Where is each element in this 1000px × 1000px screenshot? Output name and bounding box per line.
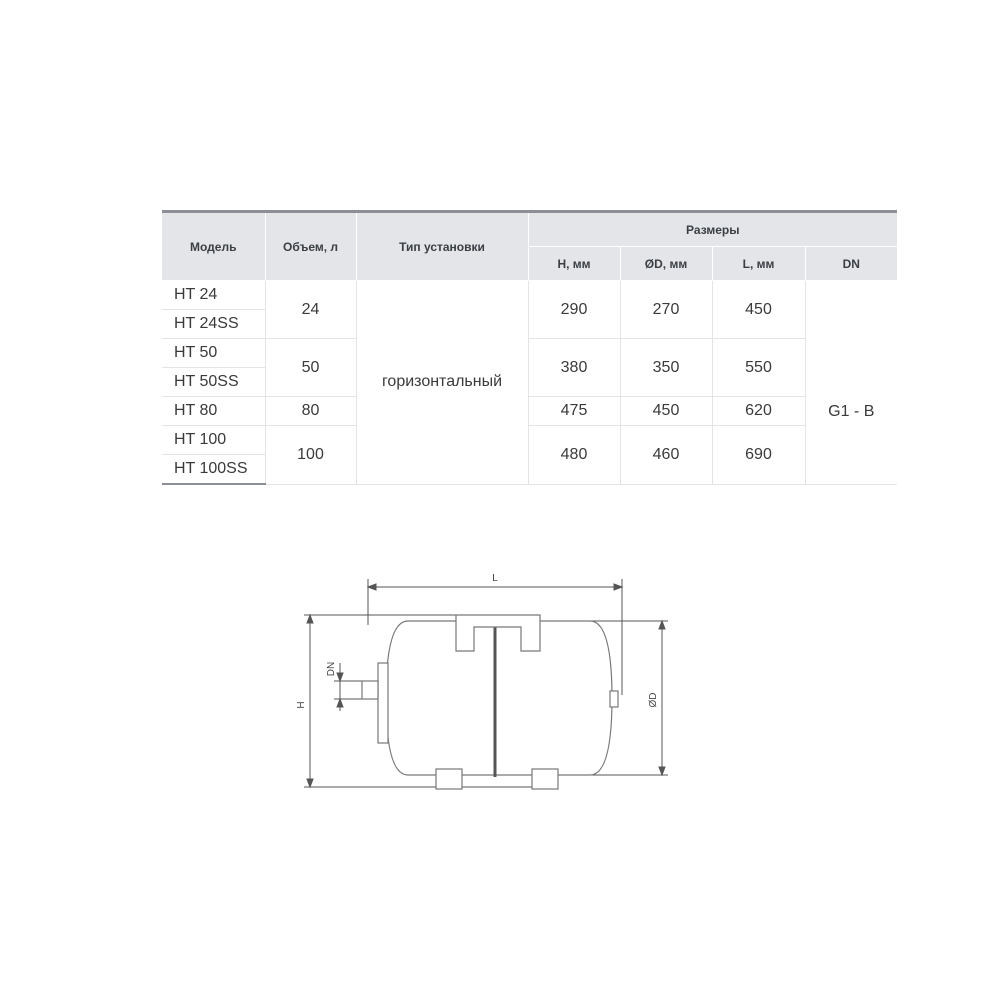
h-cell: 475	[528, 397, 620, 426]
model-cell: HT 50	[162, 339, 265, 368]
tank-flange	[378, 663, 388, 743]
d-cell: 270	[620, 281, 712, 339]
d-cell: 350	[620, 339, 712, 397]
volume-cell: 80	[265, 397, 356, 426]
header-dimensions: Размеры	[528, 212, 897, 247]
header-volume: Объем, л	[265, 212, 356, 281]
dn-cell: G1 - B	[805, 281, 897, 485]
label-h: H	[296, 701, 307, 709]
model-cell: HT 100SS	[162, 455, 265, 485]
tank-foot-right	[532, 769, 558, 789]
model-cell: HT 100	[162, 426, 265, 455]
d-cell: 450	[620, 397, 712, 426]
tank-body	[386, 621, 612, 775]
table-row	[162, 339, 897, 368]
tank-valve-cap	[610, 691, 618, 707]
specification-table	[162, 210, 897, 485]
header-d: ØD, мм	[620, 247, 712, 281]
h-cell: 480	[528, 426, 620, 485]
label-d: ØD	[648, 692, 659, 708]
volume-cell: 50	[265, 339, 356, 397]
table-row	[162, 281, 897, 310]
h-cell: 290	[528, 281, 620, 339]
l-cell: 690	[712, 426, 805, 485]
tank-foot-left	[436, 769, 462, 789]
header-install-type	[356, 212, 528, 281]
header-l: L, мм	[712, 247, 805, 281]
model-cell: HT 24SS	[162, 310, 265, 339]
l-cell: 550	[712, 339, 805, 397]
label-dn: DN	[326, 661, 337, 677]
d-cell: 460	[620, 426, 712, 485]
tank-dimension-drawing	[290, 565, 680, 805]
model-cell: HT 50SS	[162, 368, 265, 397]
header-model: Модель	[162, 212, 265, 281]
l-cell: 620	[712, 397, 805, 426]
install-type-cell: горизонтальный	[356, 281, 528, 485]
label-l: L	[492, 573, 498, 584]
volume-cell: 100	[265, 426, 356, 485]
header-dn: DN	[805, 247, 897, 281]
volume-cell: 24	[265, 281, 356, 339]
header-h: H, мм	[528, 247, 620, 281]
header-install-type-text: Тип установки	[399, 239, 485, 254]
model-cell: HT 80	[162, 397, 265, 426]
table-row	[162, 426, 897, 455]
tank-connection	[362, 681, 378, 699]
table-row	[162, 397, 897, 426]
model-cell: HT 24	[162, 281, 265, 310]
l-cell: 450	[712, 281, 805, 339]
h-cell: 380	[528, 339, 620, 397]
